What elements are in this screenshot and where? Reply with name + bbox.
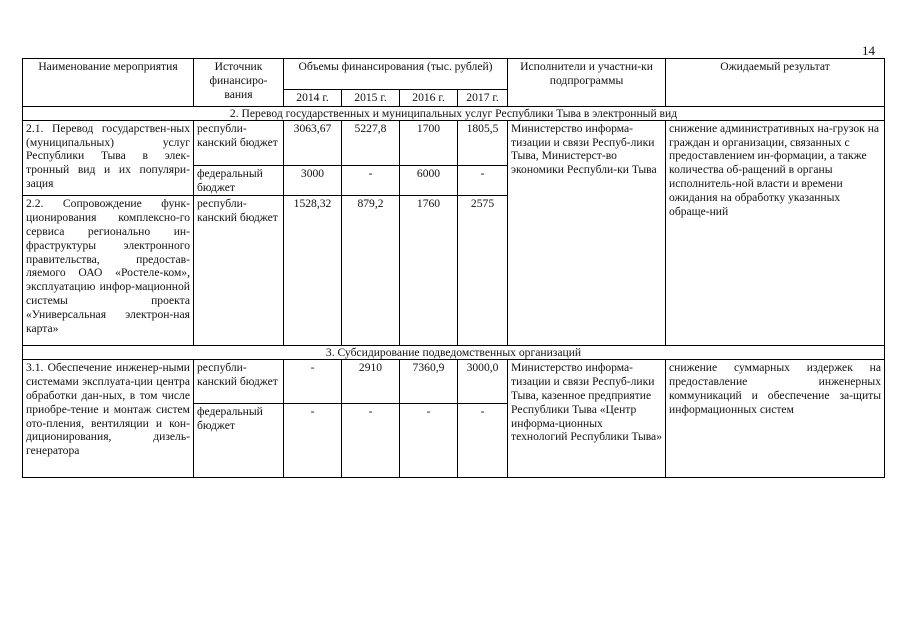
header-volumes: Объемы финансирования (тыс. рублей) (284, 59, 508, 90)
expected-result: снижение суммарных издержек на предоставление инженерных коммуникаций и обеспечение за-щиты информационных систем (666, 360, 885, 478)
funding-source: республи-канский бюджет (194, 196, 284, 346)
activity-name: 3.1. Обеспечение инженер-ными системами эксплуата-ции центра обработки дан-ных, в том числе приобре-тение и монтаж систем ото-пления, вентиляции и кон-диционирования, дизель-генератора (23, 360, 194, 478)
activity-name: 2.1. Перевод государствен-ных (муниципальных) услуг Республики Тыва в элек-тронный вид и их популяри-зация (23, 120, 194, 196)
header-name: Наименование мероприятия (23, 59, 194, 107)
funding-value: - (284, 404, 342, 478)
funding-value: - (284, 360, 342, 404)
funding-source: республи-канский бюджет (194, 120, 284, 165)
executors: Министерство информа-тизации и связи Респуб-лики Тыва, казенное предприятие Республики Тыва «Центр информа-ционных технологий Республики Тыва» (508, 360, 666, 478)
funding-source: федеральный бюджет (194, 165, 284, 196)
funding-value: - (342, 404, 400, 478)
activity-name: 2.2. Сопровождение функ-ционирования комплексно-го сервиса регионально ин-фраструктуры электронного правительства, предостав-ляемого ОАО «Ростеле-ком», эксплуатацию инфор-мационной системы проекта «Универсальная электрон-ная карта» (23, 196, 194, 346)
section-title: 2. Перевод государственных и муниципальных услуг Республики Тыва в электронный вид (23, 106, 885, 120)
funding-value: 879,2 (342, 196, 400, 346)
program-table (22, 58, 885, 478)
header-year: 2014 г. (284, 90, 342, 107)
funding-value: - (458, 404, 508, 478)
page-number: 14 (862, 43, 875, 58)
funding-value: 6000 (400, 165, 458, 196)
funding-value: 3063,67 (284, 120, 342, 165)
funding-source: республи-канский бюджет (194, 360, 284, 404)
header-year: 2015 г. (342, 90, 400, 107)
section-title: 3. Субсидирование подведомственных организаций (23, 346, 885, 360)
funding-value: 2910 (342, 360, 400, 404)
funding-value: 1528,32 (284, 196, 342, 346)
funding-value: 3000 (284, 165, 342, 196)
funding-source: федеральный бюджет (194, 404, 284, 478)
funding-value: - (342, 165, 400, 196)
funding-value: 3000,0 (458, 360, 508, 404)
funding-value: 1805,5 (458, 120, 508, 165)
header-executors: Исполнители и участни-ки подпрограммы (508, 59, 666, 107)
funding-value: 5227,8 (342, 120, 400, 165)
funding-value: 1760 (400, 196, 458, 346)
funding-value: 1700 (400, 120, 458, 165)
header-year: 2016 г. (400, 90, 458, 107)
header-source: Источник финансиро-вания (194, 59, 284, 107)
funding-value: 7360,9 (400, 360, 458, 404)
header-year: 2017 г. (458, 90, 508, 107)
funding-value: - (400, 404, 458, 478)
header-result: Ожидаемый результат (666, 59, 885, 107)
expected-result: снижение административных на-грузок на граждан и организации, связанных с предоставлением ин-формации, а также количества об-ращений в органы исполнитель-ной власти и времени ожидания на обработку указанных обраще-ний (666, 120, 885, 346)
executors: Министерство информа-тизации и связи Респуб-лики Тыва, Министерст-во экономики Республи-ки Тыва (508, 120, 666, 346)
funding-value: 2575 (458, 196, 508, 346)
funding-value: - (458, 165, 508, 196)
